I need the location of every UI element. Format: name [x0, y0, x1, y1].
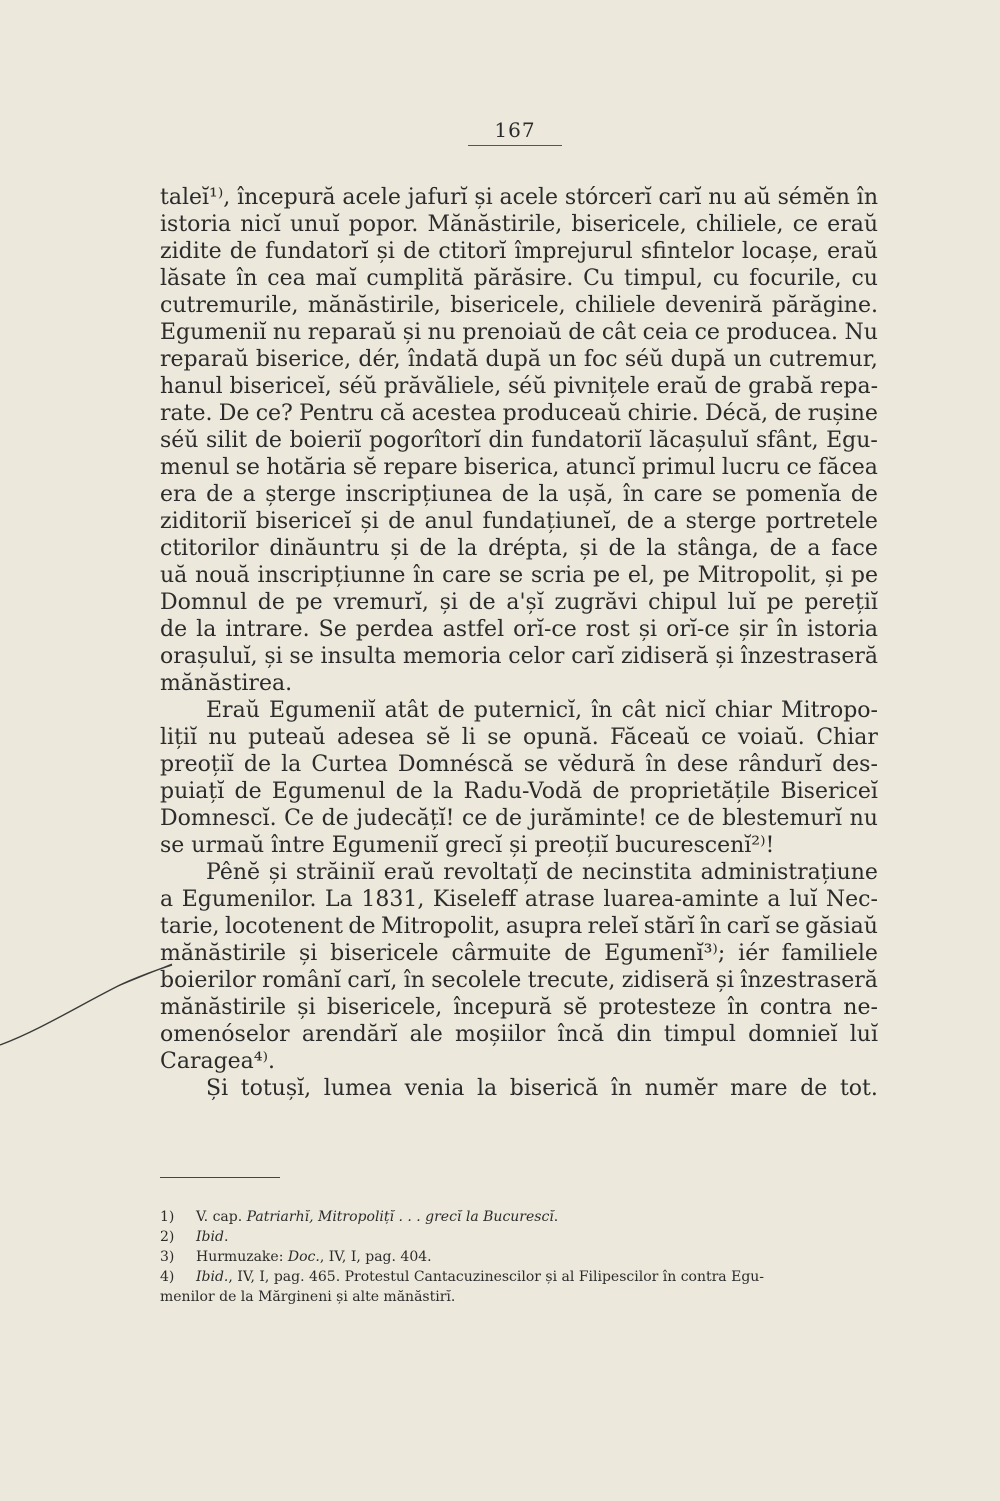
text-line: cutremurile, mănăstirile, bisericele, chiliele deveniră părăgine. — [160, 293, 878, 318]
text-line: Pênĕ și străiniĭ eraŭ revoltațĭ de necinstita administrațiune — [206, 860, 878, 885]
text-line: Și totușĭ, lumea venia la biserică în numĕr mare de tot. — [206, 1076, 878, 1101]
footnote-text: . — [553, 1209, 559, 1225]
footnote — [160, 1247, 880, 1267]
footnote-text: Hurmuzake: — [196, 1249, 288, 1265]
text-line: Domnul de pe vremurĭ, și de a'șĭ zugrăvi chipul luĭ pe perețiĭ — [160, 590, 878, 615]
text-line: mănăstirile și bisericele, începură sĕ protesteze în contra ne- — [160, 995, 878, 1020]
text-line: Domnescĭ. Ce de judecățĭ! ce de jurăminte! ce de blestemurĭ nu — [160, 806, 878, 831]
text-line: boierilor românĭ carĭ, în secolele trecute, zidiseră și înzestraseră — [160, 968, 878, 993]
text-line: orașuluĭ, și se insulta memoria celor carĭ zidiseră și înzestraseră — [160, 644, 878, 669]
page-number: 167 — [494, 118, 536, 142]
footnote-text: , IV, I, pag. 404. — [319, 1249, 432, 1265]
text-line: reparaŭ biserice, dér, îndată după un foc séŭ după un cutremur, — [160, 347, 878, 372]
text-line: se urmaŭ între Egumeniĭ grecĭ și preoțiĭ bucurescenĭ²⁾! — [160, 833, 775, 858]
text-line: de la intrare. Se perdea astfel orĭ-ce rost și orĭ-ce șir în istoria — [160, 617, 878, 642]
footnote-text: Doc. — [287, 1249, 320, 1265]
footnote-number: 4) — [160, 1269, 175, 1285]
footnote-text: V. cap. — [196, 1209, 247, 1225]
footnotes — [160, 1207, 880, 1307]
footnote-number: 2) — [160, 1229, 175, 1245]
footnote — [160, 1287, 880, 1307]
text-line: omenóselor arendărĭ ale moșiilor încă din timpul domnieĭ luĭ — [160, 1022, 878, 1047]
footnote-number: 1) — [160, 1209, 175, 1225]
margin-pen-stroke — [0, 960, 180, 1050]
text-line: a Egumenilor. La 1831, Kiseleff atrase luarea-aminte a luĭ Nec- — [160, 887, 878, 912]
text-line: istoria nicĭ unuĭ popor. Mănăstirile, bisericele, chiliele, ce eraŭ — [160, 212, 878, 237]
text-line: hanul bisericeĭ, séŭ prăvăliele, séŭ pivnițele eraŭ de grabă repa- — [160, 374, 878, 399]
footnote-number: 3) — [160, 1249, 175, 1265]
text-line: Caragea⁴⁾. — [160, 1049, 276, 1074]
footnote-text: Ibid — [196, 1229, 224, 1245]
footnote — [160, 1207, 880, 1227]
footnote-rule — [160, 1177, 280, 1178]
footnote-text: . — [223, 1229, 229, 1245]
text-line: rate. De ce? Pentru că acestea produceaŭ chirie. Décă, de rușine — [160, 401, 878, 426]
text-line: zidite de fundatorĭ și de ctitorĭ împrejurul sfintelor locașe, eraŭ — [160, 239, 878, 264]
footnote-text: Patriarhĭ, Mitropolițĭ . . . grecĭ la Bucurescĭ — [246, 1209, 554, 1225]
text-line: ziditoriĭ bisericeĭ și de anul fundațiuneĭ, de a sterge portretele — [160, 509, 878, 534]
text-line: Eraŭ Egumeniĭ atât de puternicĭ, în cât nicĭ chiar Mitropo- — [206, 698, 878, 723]
footnote-text: Ibid. — [196, 1269, 229, 1285]
text-line: mănăstirea. — [160, 671, 293, 696]
footnote-text: , IV, I, pag. 465. Protestul Cantacuzinescilor și al Filipescilor în contra Egu- — [228, 1269, 765, 1285]
footnote-text: menilor de la Mărgineni și alte mănăstirĭ. — [160, 1289, 456, 1305]
text-line: Egumeniĭ nu reparaŭ și nu prenoiaŭ de cât ceia ce producea. Nu — [160, 320, 878, 345]
text-line: ctitorilor dinăuntru și de la drépta, și de la stânga, de a face — [160, 536, 878, 561]
body-text — [160, 184, 878, 1102]
text-line: mănăstirile și bisericele cârmuite de Egumenĭ³⁾; iér familiele — [160, 941, 878, 966]
text-line: taleĭ¹⁾, începură acele jafurĭ și acele stórcerĭ carĭ nu aŭ sémĕn în — [160, 185, 878, 210]
footnote — [160, 1227, 880, 1247]
text-line: preoțiĭ de la Curtea Domnéscă se vĕdură în dese rândurĭ des- — [160, 752, 878, 777]
text-line: tarie, locotenent de Mitropolit, asupra releĭ stărĭ în carĭ se găsiaŭ — [160, 914, 878, 939]
text-line: menul se hotăria sĕ repare biserica, atuncĭ primul lucru ce făcea — [160, 455, 878, 480]
text-line: puiațĭ de Egumenul de la Radu-Vodă de proprietățile Bisericeĭ — [160, 779, 878, 804]
text-line: lăsate în cea maĭ cumplită părăsire. Cu timpul, cu focurile, cu — [160, 266, 878, 291]
text-line: lițiĭ nu puteaŭ adesea sĕ li se opună. Făceaŭ ce voiaŭ. Chiar — [160, 725, 878, 750]
page-number-rule — [468, 145, 562, 146]
text-line: uă nouă inscripțiunne în care se scria pe el, pe Mitropolit, și pe — [160, 563, 878, 588]
footnote — [160, 1267, 880, 1287]
text-line: era de a șterge inscripțiunea de la ușă, în care se pomenĭa de — [160, 482, 878, 507]
text-line: séŭ silit de boieriĭ pogorîtorĭ din fundatoriĭ lăcașuluĭ sfânt, Egu- — [160, 428, 878, 453]
